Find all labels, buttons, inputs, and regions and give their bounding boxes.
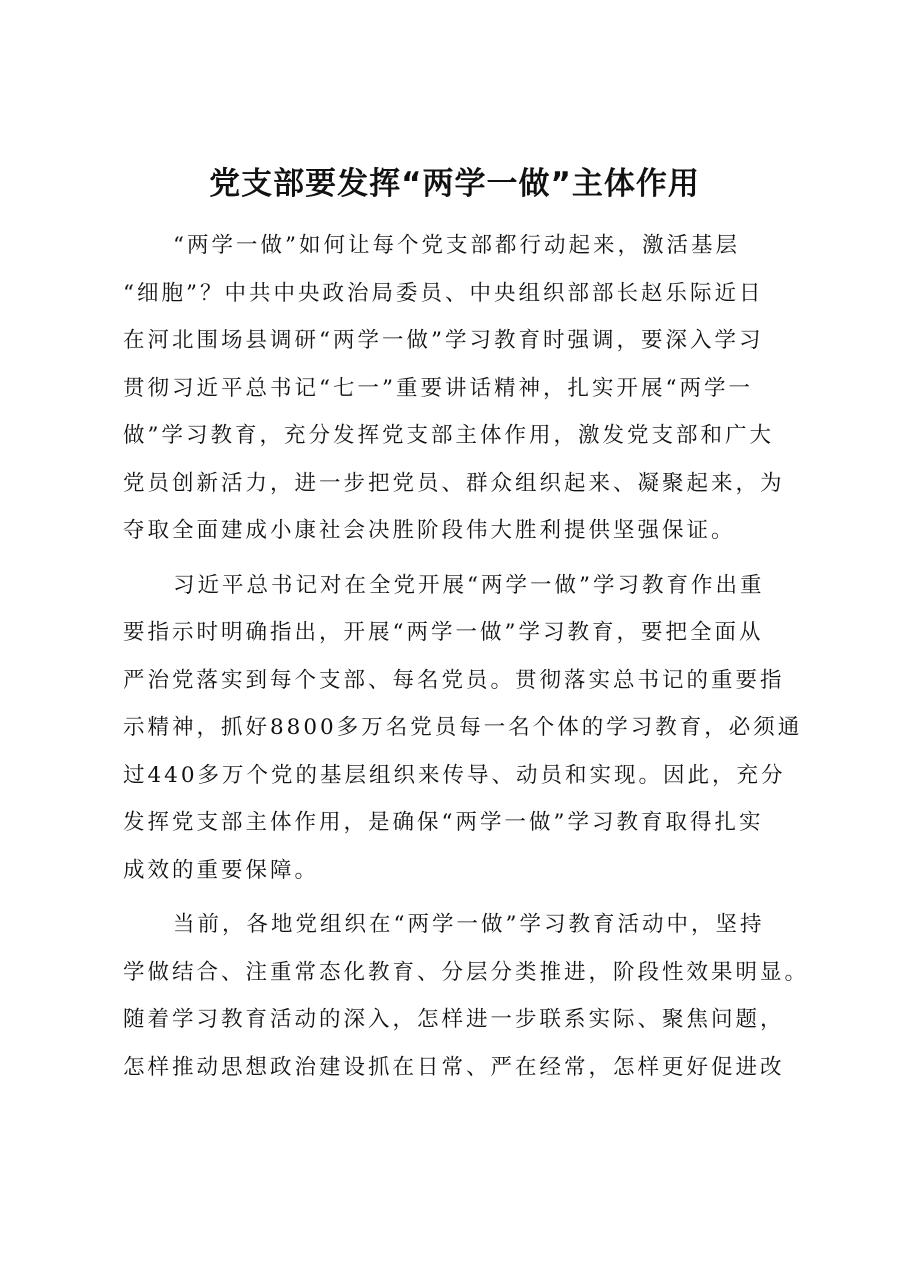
paragraph-line: 当前，各地党组织在“两学一做”学习教育活动中，坚持: [173, 912, 765, 937]
paragraph-line: 在河北围场县调研“两学一做”学习教育时强调，要深入学习: [123, 328, 764, 353]
paragraph-line: 随着学习教育活动的深入，怎样进一步联系实际、聚焦问题，: [123, 1007, 785, 1032]
paragraph-line: 怎样推动思想政治建设抓在日常、严在经常，怎样更好促进改: [123, 1054, 785, 1080]
paragraph-line: 贯彻习近平总书记“七一”重要讲话精神，扎实开展“两学一: [123, 375, 753, 401]
paragraph-line: 党员创新活力，进一步把党员、群众组织起来、凝聚起来，为: [123, 470, 785, 496]
paragraph-2: [123, 562, 823, 895]
paragraph-3: [123, 901, 823, 1091]
paragraph-spacer: [123, 894, 823, 901]
paragraph-line: “细胞”？中共中央政治局委员、中央组织部部长赵乐际近日: [123, 280, 764, 306]
paragraph-spacer: [123, 555, 823, 562]
paragraph-line: 做”学习教育，充分发挥党支部主体作用，激发党支部和广大: [123, 423, 774, 448]
paragraph-line: 严治党落实到每个支部、每名党员。贯彻落实总书记的重要指: [123, 667, 785, 693]
paragraph-line: “两学一做”如何让每个党支部都行动起来，激活基层: [173, 233, 740, 258]
paragraph-line: 习近平总书记对在全党开展“两学一做”学习教育作出重: [173, 572, 765, 598]
document-title: 党支部要发挥“两学一做”主体作用: [209, 166, 700, 202]
paragraph-line: 示精神，抓好8800多万名党员每一名个体的学习教育，必须通: [123, 715, 803, 740]
paragraph-line: 要指示时明确指出，开展“两学一做”学习教育，要把全面从: [123, 620, 764, 645]
paragraph-line: 成效的重要保障。: [123, 857, 320, 883]
paragraph-line: 学做结合、注重常态化教育、分层分类推进，阶段性效果明显。: [123, 959, 810, 985]
paragraph-line: 过440多万个党的基层组织来传导、动员和实现。因此，充分: [123, 762, 786, 788]
document-body: [123, 222, 823, 1091]
paragraph-line: 夺取全面建成小康社会决胜阶段伟大胜利提供坚强保证。: [123, 518, 736, 543]
paragraph-line: 发挥党支部主体作用，是确保“两学一做”学习教育取得扎实: [123, 810, 764, 835]
paragraph-1: [123, 222, 823, 555]
